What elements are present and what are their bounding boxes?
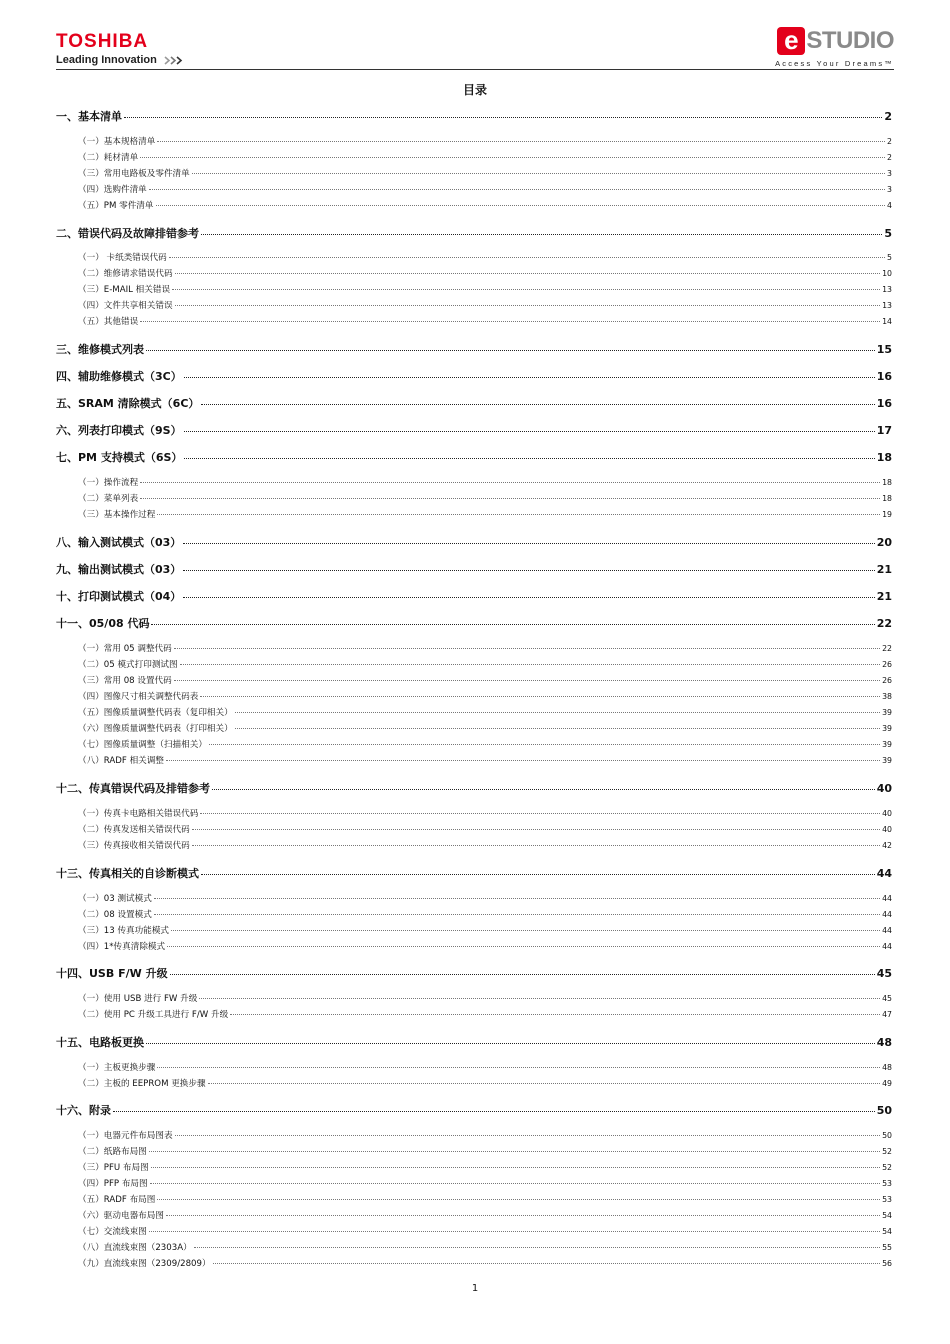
dot-leader bbox=[140, 157, 885, 158]
toc-entry-title: （三）传真接收相关错误代码 bbox=[78, 841, 190, 851]
dot-leader bbox=[213, 1263, 881, 1264]
toc-page-number: 42 bbox=[882, 841, 892, 850]
dot-leader bbox=[175, 1135, 881, 1136]
toc-page-number: 54 bbox=[882, 1227, 892, 1236]
toc-chapter-link[interactable] bbox=[56, 422, 892, 438]
toc-entry-title: （一）基本规格清单 bbox=[78, 137, 156, 147]
toc-section-link[interactable] bbox=[56, 1129, 892, 1141]
toc-page-number: 39 bbox=[882, 740, 892, 749]
toc-entry-title: 三、维修模式列表 bbox=[56, 343, 144, 356]
page-title: 目录 bbox=[462, 83, 487, 97]
toc-section-link[interactable] bbox=[56, 992, 892, 1004]
toc-page-number: 50 bbox=[876, 1104, 892, 1117]
toc-entry-title: （一）电器元件布局图表 bbox=[78, 1131, 173, 1141]
tagline-text: Leading Innovation bbox=[56, 54, 157, 66]
toc-chapter-link[interactable] bbox=[56, 341, 892, 357]
toshiba-logo bbox=[56, 32, 184, 67]
toc-entry-title: （二）维修请求错误代码 bbox=[78, 269, 173, 279]
dot-leader bbox=[212, 789, 875, 790]
toc-entry-title: （七）交流线束图 bbox=[78, 1227, 147, 1237]
brand-tagline bbox=[56, 53, 184, 67]
dot-leader bbox=[149, 1151, 880, 1152]
dot-leader bbox=[208, 1083, 880, 1084]
toc-page-number: 22 bbox=[882, 644, 892, 653]
toc-section-link[interactable] bbox=[56, 167, 892, 179]
dot-leader bbox=[149, 1231, 880, 1232]
estudio-e-mark: e bbox=[777, 27, 805, 55]
toc-page-number: 55 bbox=[882, 1243, 892, 1252]
dot-leader bbox=[140, 482, 880, 483]
toc-entry-title: （三）E-MAIL 相关错误 bbox=[78, 285, 171, 295]
toc-entry-title: （七）图像质量调整（扫描相关） bbox=[78, 740, 207, 750]
dot-leader bbox=[171, 930, 880, 931]
dot-leader bbox=[183, 570, 874, 571]
toc-entry-title: （二）05 模式打印测试图 bbox=[78, 660, 178, 670]
dot-leader bbox=[146, 1043, 875, 1044]
toc-entry-title: （一）操作流程 bbox=[78, 478, 139, 488]
toc-section-link[interactable] bbox=[56, 251, 892, 263]
toc-chapter-link[interactable] bbox=[56, 449, 892, 465]
toc-page-number: 39 bbox=[882, 756, 892, 765]
toc-section-link[interactable] bbox=[56, 722, 892, 734]
toc-section-link[interactable] bbox=[56, 658, 892, 670]
dot-leader bbox=[235, 728, 880, 729]
toc-section-link[interactable] bbox=[56, 476, 892, 488]
toc-section-link[interactable] bbox=[56, 940, 892, 952]
toc-page-number: 26 bbox=[882, 660, 892, 669]
toc-page-number: 10 bbox=[882, 269, 892, 278]
toc-entry-title: 六、列表打印模式（9S） bbox=[56, 424, 182, 437]
toc-page-number: 18 bbox=[882, 478, 892, 487]
toc-entry-title: （二）主板的 EEPROM 更换步骤 bbox=[78, 1079, 206, 1089]
toc-section-link[interactable] bbox=[56, 492, 892, 504]
toc-entry-title: 十、打印测试模式（04） bbox=[56, 590, 182, 603]
dot-leader bbox=[113, 1111, 875, 1112]
toc-page-number: 15 bbox=[876, 343, 892, 356]
toc-entry-title: 七、PM 支持模式（6S） bbox=[56, 451, 183, 464]
toc-section-link[interactable] bbox=[56, 283, 892, 295]
toc-chapter-link[interactable] bbox=[56, 588, 892, 604]
dot-leader bbox=[174, 648, 880, 649]
toc-section-link[interactable] bbox=[56, 1225, 892, 1237]
toc-entry-title: （五）RADF 布局图 bbox=[78, 1195, 156, 1205]
toc-page-number: 48 bbox=[876, 1036, 892, 1049]
toc-entry-title: （二）菜单列表 bbox=[78, 494, 139, 504]
dot-leader bbox=[149, 189, 885, 190]
toc-entry-title: 十四、USB F/W 升级 bbox=[56, 967, 168, 980]
toc-entry-title: （四）文件共享相关错误 bbox=[78, 301, 173, 311]
toc-section-link[interactable] bbox=[56, 1077, 892, 1089]
toc-entry-title: （四）1*传真清除模式 bbox=[78, 942, 166, 952]
toc-section-link[interactable] bbox=[56, 1193, 892, 1205]
toc-section-link[interactable] bbox=[56, 315, 892, 327]
slogan: Access Your Dreams™ bbox=[775, 59, 894, 68]
dot-leader bbox=[169, 257, 885, 258]
toc-page-number: 2 bbox=[884, 110, 892, 123]
dot-leader bbox=[200, 696, 880, 697]
toc-section-link[interactable] bbox=[56, 807, 892, 819]
toc-chapter-link[interactable] bbox=[56, 865, 892, 881]
dot-leader bbox=[154, 898, 880, 899]
dot-leader bbox=[194, 1247, 880, 1248]
toc-entry-title: 一、基本清单 bbox=[56, 110, 122, 123]
toc-page-number: 14 bbox=[882, 317, 892, 326]
dot-leader bbox=[140, 321, 880, 322]
toc-section-link[interactable] bbox=[56, 674, 892, 686]
toc-page-number: 13 bbox=[882, 285, 892, 294]
toc-section-link[interactable] bbox=[56, 924, 892, 936]
toc-entry-title: （一）使用 USB 进行 FW 升级 bbox=[78, 994, 198, 1004]
dot-leader bbox=[154, 914, 880, 915]
toc-section-link[interactable] bbox=[56, 199, 892, 211]
toc-page-number: 40 bbox=[882, 825, 892, 834]
toc-page-number: 4 bbox=[887, 201, 892, 210]
toc-page-number: 2 bbox=[887, 153, 892, 162]
toc-page-number: 54 bbox=[882, 1211, 892, 1220]
dot-leader bbox=[151, 1167, 880, 1168]
toc-page-number: 5 bbox=[887, 253, 892, 262]
dot-leader bbox=[230, 1014, 880, 1015]
toc-entry-title: （三）13 传真功能模式 bbox=[78, 926, 170, 936]
toc-entry-title: （二）传真发送相关错误代码 bbox=[78, 825, 190, 835]
toc-section-link[interactable] bbox=[56, 823, 892, 835]
toc-page-number: 22 bbox=[876, 617, 892, 630]
toc-entry-title: 十三、传真相关的自诊断模式 bbox=[56, 867, 199, 880]
toc-entry-title: （三）基本操作过程 bbox=[78, 510, 156, 520]
toc-page-number: 16 bbox=[876, 397, 892, 410]
toc-page-number: 38 bbox=[882, 692, 892, 701]
toc-entry-title: （四）PFP 布局图 bbox=[78, 1179, 148, 1189]
toc-page-number: 39 bbox=[882, 724, 892, 733]
toc-entry-title: 十六、附录 bbox=[56, 1104, 111, 1117]
dot-leader bbox=[175, 273, 881, 274]
toc-section-link[interactable] bbox=[56, 1177, 892, 1189]
dot-leader bbox=[175, 305, 881, 306]
toc-entry-title: （二）耗材清单 bbox=[78, 153, 139, 163]
dot-leader bbox=[172, 289, 880, 290]
toc-section-link[interactable] bbox=[56, 1241, 892, 1253]
header-divider bbox=[56, 69, 894, 70]
toc-section-link[interactable] bbox=[56, 299, 892, 311]
toc-section-link[interactable] bbox=[56, 892, 892, 904]
dot-leader bbox=[192, 845, 880, 846]
toc-page-number: 19 bbox=[882, 510, 892, 519]
toc-entry-title: （五）PM 零件清单 bbox=[78, 201, 154, 211]
toc-page-number: 48 bbox=[882, 1063, 892, 1072]
toc-entry-title: （三）常用电路板及零件清单 bbox=[78, 169, 190, 179]
toc-page-number: 40 bbox=[876, 782, 892, 795]
toc-entry-title: 四、辅助维修模式（3C） bbox=[56, 370, 182, 383]
toc-section-link[interactable] bbox=[56, 1008, 892, 1020]
dot-leader bbox=[124, 117, 882, 118]
toc-chapter-link[interactable] bbox=[56, 368, 892, 384]
toc-entry-title: （六）驱动电器布局图 bbox=[78, 1211, 164, 1221]
toc-entry-title: （八）RADF 相关调整 bbox=[78, 756, 164, 766]
toc-entry-title: （二）使用 PC 升级工具进行 F/W 升级 bbox=[78, 1010, 229, 1020]
toc-entry-title: （九）直流线束图（2309/2809） bbox=[78, 1259, 211, 1269]
toc-section-link[interactable] bbox=[56, 1161, 892, 1173]
toc-entry-title: （一）主板更换步骤 bbox=[78, 1063, 156, 1073]
dot-leader bbox=[170, 974, 875, 975]
estudio-wordmark bbox=[775, 26, 894, 56]
dot-leader bbox=[180, 664, 880, 665]
toc-section-link[interactable] bbox=[56, 135, 892, 147]
toc-chapter-link[interactable] bbox=[56, 615, 892, 631]
dot-leader bbox=[157, 514, 880, 515]
toc-section-link[interactable] bbox=[56, 267, 892, 279]
toc-entry-title: 九、输出测试模式（03） bbox=[56, 563, 182, 576]
dot-leader bbox=[201, 234, 882, 235]
dot-leader bbox=[156, 205, 886, 206]
toc-entry-title: 十二、传真错误代码及排错参考 bbox=[56, 782, 210, 795]
toc-page-number: 3 bbox=[887, 169, 892, 178]
dot-leader bbox=[157, 1199, 880, 1200]
toc-chapter-link[interactable] bbox=[56, 534, 892, 550]
toc-entry-title: 五、SRAM 清除模式（6C） bbox=[56, 397, 200, 410]
toc-page-number: 56 bbox=[882, 1259, 892, 1268]
toc-chapter-link[interactable] bbox=[56, 1034, 892, 1050]
toc-entry-title: （一） 卡纸类错误代码 bbox=[78, 253, 167, 263]
toc-page-number: 17 bbox=[876, 424, 892, 437]
dot-leader bbox=[184, 377, 875, 378]
toc-section-link[interactable] bbox=[56, 1145, 892, 1157]
dot-leader bbox=[167, 946, 880, 947]
page-header bbox=[56, 26, 894, 72]
toc-page-number: 13 bbox=[882, 301, 892, 310]
toc-chapter-link[interactable] bbox=[56, 225, 892, 241]
dot-leader bbox=[201, 404, 874, 405]
toc-entry-title: 十一、05/08 代码 bbox=[56, 617, 150, 630]
toc-page-number: 44 bbox=[882, 926, 892, 935]
toc-page-number: 3 bbox=[887, 185, 892, 194]
toc-entry-title: （八）直流线束图（2303A） bbox=[78, 1243, 192, 1253]
toc-entry-title: （二）08 设置模式 bbox=[78, 910, 152, 920]
toc-section-link[interactable] bbox=[56, 642, 892, 654]
toc-page-number: 44 bbox=[882, 942, 892, 951]
toc-entry-title: 十五、电路板更换 bbox=[56, 1036, 144, 1049]
toc-page-number: 45 bbox=[882, 994, 892, 1003]
toc-page-number: 45 bbox=[876, 967, 892, 980]
toc-page-number: 53 bbox=[882, 1179, 892, 1188]
toc-page-number: 44 bbox=[882, 910, 892, 919]
dot-leader bbox=[166, 760, 880, 761]
toc-page-number: 2 bbox=[887, 137, 892, 146]
toc-section-link[interactable] bbox=[56, 738, 892, 750]
toc-page-number: 20 bbox=[876, 536, 892, 549]
toc-chapter-link[interactable] bbox=[56, 965, 892, 981]
toc-chapter-link[interactable] bbox=[56, 395, 892, 411]
toc-entry-title: （四）图像尺寸相关调整代码表 bbox=[78, 692, 199, 702]
dot-leader bbox=[184, 458, 874, 459]
toc-section-link[interactable] bbox=[56, 1209, 892, 1221]
toc-page-number: 21 bbox=[876, 563, 892, 576]
toc-entry-title: （一）常用 05 调整代码 bbox=[78, 644, 172, 654]
toc-section-link[interactable] bbox=[56, 706, 892, 718]
toc-chapter-link[interactable] bbox=[56, 780, 892, 796]
dot-leader bbox=[146, 350, 875, 351]
dot-leader bbox=[200, 813, 880, 814]
toc-page-number: 18 bbox=[876, 451, 892, 464]
dot-leader bbox=[192, 173, 885, 174]
dot-leader bbox=[174, 680, 880, 681]
dot-leader bbox=[209, 744, 880, 745]
dot-leader bbox=[166, 1215, 880, 1216]
brand-name: TOSHIBA bbox=[56, 31, 149, 52]
toc-entry-title: （四）选购件清单 bbox=[78, 185, 147, 195]
dot-leader bbox=[157, 141, 885, 142]
toc-section-link[interactable] bbox=[56, 1257, 892, 1269]
dot-leader bbox=[183, 597, 874, 598]
toc-entry-title: （五）其他错误 bbox=[78, 317, 139, 327]
estudio-text: STUDIO bbox=[806, 27, 894, 54]
toc-section-link[interactable] bbox=[56, 839, 892, 851]
toc-page-number: 16 bbox=[876, 370, 892, 383]
toc-page-number: 44 bbox=[882, 894, 892, 903]
dot-leader bbox=[184, 431, 875, 432]
toc-entry-title: 八、输入测试模式（03） bbox=[56, 536, 182, 549]
toc-page-number: 52 bbox=[882, 1163, 892, 1172]
toc-section-link[interactable] bbox=[56, 151, 892, 163]
toc-section-link[interactable] bbox=[56, 508, 892, 520]
toc-page-number: 44 bbox=[876, 867, 892, 880]
toc-section-link[interactable] bbox=[56, 908, 892, 920]
toc-entry-title: 二、错误代码及故障排错参考 bbox=[56, 227, 199, 240]
dot-leader bbox=[199, 998, 880, 999]
dot-leader bbox=[183, 543, 874, 544]
dot-leader bbox=[140, 498, 880, 499]
toc-section-link[interactable] bbox=[56, 183, 892, 195]
dot-leader bbox=[235, 712, 880, 713]
toc-entry-title: （五）图像质量调整代码表（复印相关） bbox=[78, 708, 233, 718]
toc-entry-title: （三）常用 08 设置代码 bbox=[78, 676, 172, 686]
toc-page-number: 50 bbox=[882, 1131, 892, 1140]
dot-leader bbox=[150, 1183, 880, 1184]
toc-page-number: 18 bbox=[882, 494, 892, 503]
toc-page-number: 5 bbox=[884, 227, 892, 240]
dot-leader bbox=[157, 1067, 880, 1068]
estudio-logo bbox=[775, 26, 894, 68]
dot-leader bbox=[192, 829, 880, 830]
page-number: 1 bbox=[471, 1283, 479, 1294]
toc-entry-title: （二）纸路布局图 bbox=[78, 1147, 147, 1157]
toc-page-number: 53 bbox=[882, 1195, 892, 1204]
toc-entry-title: （六）图像质量调整代码表（打印相关） bbox=[78, 724, 233, 734]
toc-page-number: 39 bbox=[882, 708, 892, 717]
toc-chapter-link[interactable] bbox=[56, 108, 892, 124]
toc-entry-title: （一）传真卡电路相关错误代码 bbox=[78, 809, 199, 819]
toc-page-number: 40 bbox=[882, 809, 892, 818]
toc-page-number: 52 bbox=[882, 1147, 892, 1156]
toc-page-number: 47 bbox=[882, 1010, 892, 1019]
toc-entry-title: （三）PFU 布局图 bbox=[78, 1163, 149, 1173]
toc-section-link[interactable] bbox=[56, 1061, 892, 1073]
toc-page-number: 49 bbox=[882, 1079, 892, 1088]
toc-section-link[interactable] bbox=[56, 690, 892, 702]
chevron-right-icon bbox=[164, 56, 184, 65]
dot-leader bbox=[201, 874, 875, 875]
dot-leader bbox=[151, 624, 874, 625]
toc-section-link[interactable] bbox=[56, 754, 892, 766]
toc-entry-title: （一）03 测试模式 bbox=[78, 894, 152, 904]
toc-page-number: 21 bbox=[876, 590, 892, 603]
toc-chapter-link[interactable] bbox=[56, 561, 892, 577]
toc-page-number: 26 bbox=[882, 676, 892, 685]
toc-chapter-link[interactable] bbox=[56, 1102, 892, 1118]
